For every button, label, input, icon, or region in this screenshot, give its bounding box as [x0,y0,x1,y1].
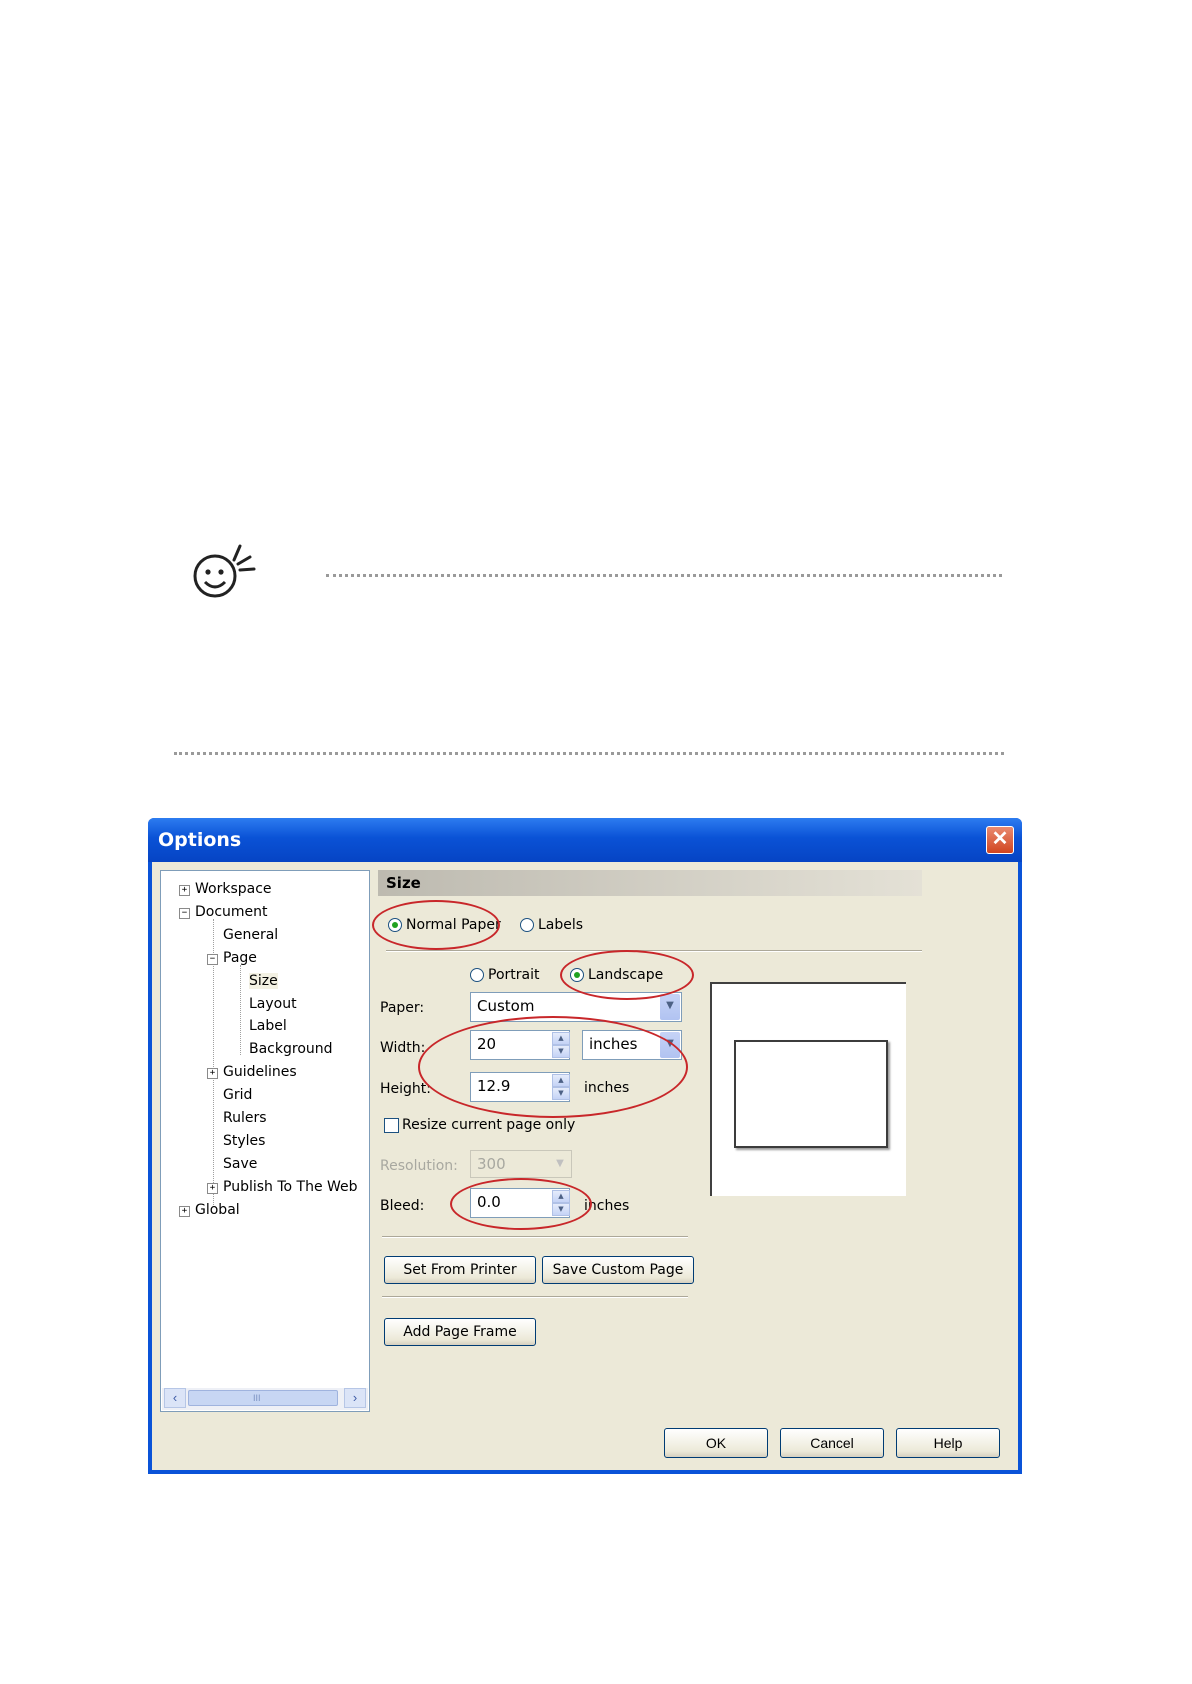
labels-label[interactable]: Labels [538,917,584,933]
separator [382,1236,688,1238]
set-from-printer-button[interactable]: Set From Printer [384,1256,536,1284]
tree-item-grid[interactable]: Grid [223,1087,253,1103]
tree-item-page[interactable]: Page [223,950,257,966]
paper-value: Custom [477,997,535,1015]
portrait-label[interactable]: Portrait [488,967,540,983]
tree-horizontal-scrollbar[interactable] [162,1388,368,1410]
page-preview [710,982,906,1196]
paper-dropdown[interactable] [470,992,682,1022]
resolution-dropdown [470,1150,572,1178]
separator [386,950,922,952]
tree-item-background[interactable]: Background [249,1041,333,1057]
options-dialog [148,818,1022,1474]
scroll-left-icon[interactable]: ‹ [164,1388,186,1408]
tree-item-rulers[interactable]: Rulers [223,1110,267,1126]
normal-paper-radio[interactable] [388,918,402,932]
height-unit-label: inches [584,1080,630,1096]
normal-paper-label[interactable]: Normal Paper [406,917,501,933]
resolution-value: 300 [477,1155,506,1173]
size-panel [378,870,1018,1412]
chevron-down-icon[interactable]: ▼ [660,1032,680,1058]
paper-label: Paper: [380,1000,425,1016]
width-unit-dropdown[interactable] [582,1030,682,1060]
collapse-document-icon[interactable]: − [179,908,190,919]
tree-item-layout[interactable]: Layout [249,996,297,1012]
tree-item-size[interactable]: Size [249,973,278,989]
chevron-down-icon[interactable]: ▼ [660,994,680,1020]
ok-button[interactable]: OK [664,1428,768,1458]
separator [382,1296,688,1298]
resize-current-page-label[interactable]: Resize current page only [402,1117,576,1133]
spin-up-icon[interactable]: ▲ [552,1074,570,1087]
scroll-right-icon[interactable]: › [344,1388,366,1408]
title-bar[interactable] [148,818,1022,862]
height-spinner[interactable] [552,1074,570,1100]
collapse-page-icon[interactable]: − [207,954,218,965]
tree-item-styles[interactable]: Styles [223,1133,266,1149]
bleed-label: Bleed: [380,1198,425,1214]
spin-down-icon[interactable]: ▼ [552,1087,570,1100]
landscape-radio[interactable] [570,968,584,982]
height-label: Height: [380,1081,431,1097]
scroll-thumb-grip: III [253,1393,261,1403]
expand-global-icon[interactable]: + [179,1206,190,1217]
width-unit-value: inches [589,1035,638,1053]
spin-up-icon[interactable]: ▲ [552,1190,570,1203]
expand-publish-icon[interactable]: + [207,1183,218,1194]
dotted-rule-short [326,574,1002,577]
tree-item-workspace[interactable]: Workspace [195,881,272,897]
section-header-size: Size [378,870,922,896]
tree-item-guidelines[interactable]: Guidelines [223,1064,297,1080]
expand-workspace-icon[interactable]: + [179,885,190,896]
dialog-title: Options [158,829,242,851]
dotted-rule-long [174,752,1004,755]
tree-item-document[interactable]: Document [195,904,268,920]
cancel-button[interactable]: Cancel [780,1428,884,1458]
labels-radio[interactable] [520,918,534,932]
width-value: 20 [477,1035,497,1053]
spin-down-icon[interactable]: ▼ [552,1045,570,1058]
close-button[interactable]: ✕ [986,826,1014,854]
add-page-frame-button[interactable]: Add Page Frame [384,1318,536,1346]
scroll-thumb[interactable] [188,1390,338,1406]
help-button[interactable]: Help [896,1428,1000,1458]
spin-up-icon[interactable]: ▲ [552,1032,570,1045]
expand-guidelines-icon[interactable]: + [207,1068,218,1079]
bleed-unit-label: inches [584,1198,630,1214]
chevron-down-icon: ▼ [550,1152,570,1176]
bleed-spinner[interactable] [552,1190,570,1216]
spin-down-icon[interactable]: ▼ [552,1203,570,1216]
tree-item-label[interactable]: Label [249,1018,287,1034]
tree-connector [240,965,241,1055]
width-spinner[interactable] [552,1032,570,1058]
save-custom-page-button[interactable]: Save Custom Page [542,1256,694,1284]
options-tree[interactable] [160,870,370,1412]
resize-current-page-checkbox[interactable] [384,1118,399,1133]
width-label: Width: [380,1040,426,1056]
bleed-value: 0.0 [477,1193,501,1211]
resolution-label: Resolution: [380,1158,458,1174]
dialog-client [152,862,1018,1470]
landscape-label[interactable]: Landscape [588,967,664,983]
tree-item-global[interactable]: Global [195,1202,240,1218]
smiley-icon [190,540,260,600]
tree-item-general[interactable]: General [223,927,279,943]
tree-item-publish-to-the-web[interactable]: Publish To The Web [223,1179,358,1195]
tree-item-save[interactable]: Save [223,1156,258,1172]
portrait-radio[interactable] [470,968,484,982]
height-value: 12.9 [477,1077,511,1095]
page-preview-sheet [734,1040,888,1148]
